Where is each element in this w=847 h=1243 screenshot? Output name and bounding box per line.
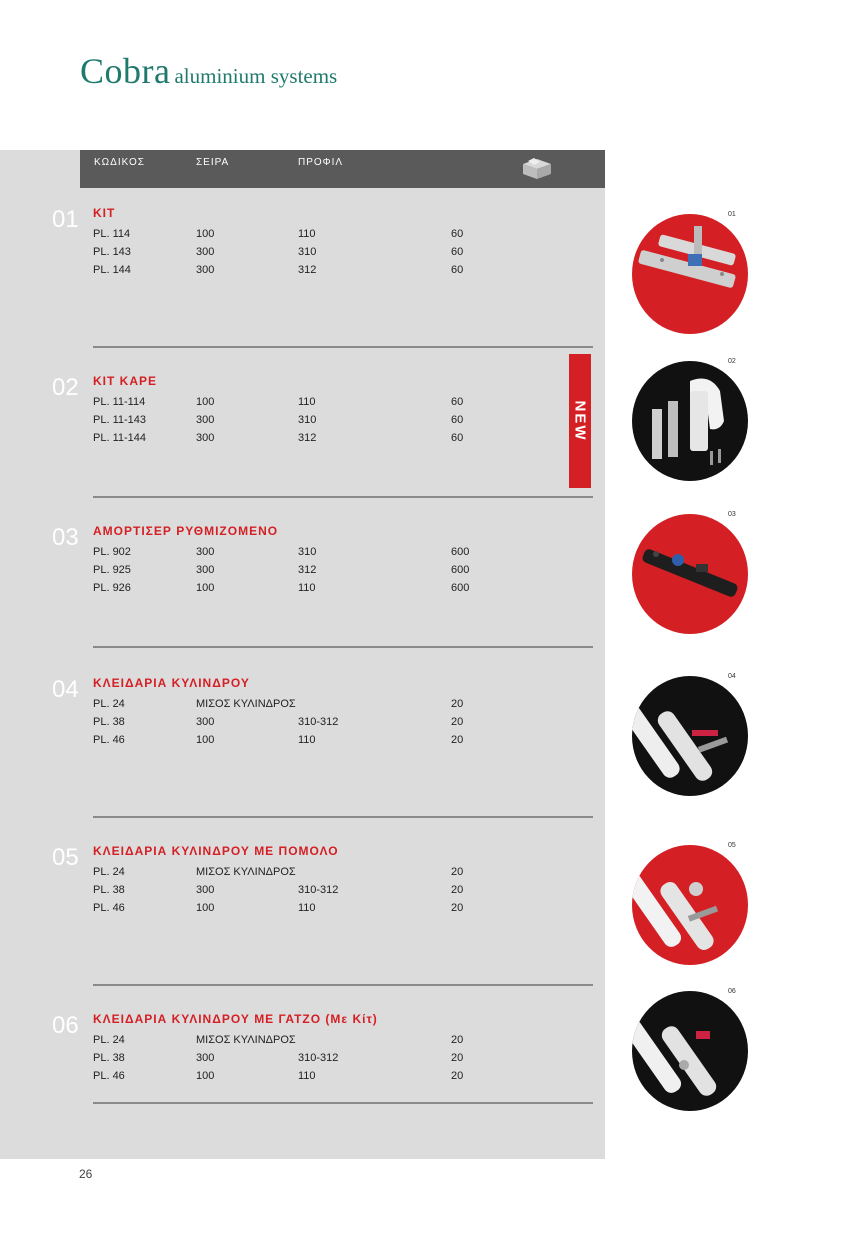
product-profile: 312 <box>298 264 317 276</box>
product-profile: 310 <box>298 246 317 258</box>
product-code: PL. 925 <box>93 564 131 576</box>
product-row <box>0 564 605 582</box>
product-series: 100 <box>196 582 215 594</box>
section-number: 03 <box>52 524 79 551</box>
product-series: 100 <box>196 1070 215 1082</box>
product-code: PL. 46 <box>93 902 125 914</box>
product-photo-circle <box>632 361 748 481</box>
product-row <box>0 246 605 264</box>
product-photo-01 <box>632 211 748 334</box>
section-title: ΚΛΕΙΔΑΡΙΑ ΚΥΛΙΝΔΡΟΥ ΜΕ ΓΑΤΖΟ (Με Κίτ) <box>93 1012 378 1026</box>
product-series: 300 <box>196 414 215 426</box>
product-photo-circle <box>632 514 748 634</box>
product-pack-qty: 20 <box>451 902 464 914</box>
product-series: 300 <box>196 884 215 896</box>
product-profile: 310-312 <box>298 1052 339 1064</box>
brand-name: Cobra <box>80 51 171 91</box>
product-profile: 110 <box>298 228 316 240</box>
product-pack-qty: 20 <box>451 866 464 878</box>
product-series: ΜΙΣΟΣ ΚΥΛΙΝΔΡΟΣ <box>196 866 296 878</box>
product-photo-02 <box>632 358 748 481</box>
product-row <box>0 884 605 902</box>
product-series: 300 <box>196 564 215 576</box>
header-series: ΣΕΙΡΑ <box>196 157 230 168</box>
section-title: ΑΜΟΡΤΙΣΕΡ ΡΥΘΜΙΖΟΜΕΝΟ <box>93 524 279 538</box>
section-number: 06 <box>52 1012 79 1039</box>
product-code: PL. 46 <box>93 734 125 746</box>
section-number: 01 <box>52 206 79 233</box>
product-code: PL. 902 <box>93 546 131 558</box>
product-series: 300 <box>196 716 215 728</box>
product-code: PL. 38 <box>93 716 125 728</box>
section-divider <box>93 984 593 986</box>
product-series: 100 <box>196 228 215 240</box>
product-photo-circle <box>632 845 748 965</box>
product-code: PL. 11-144 <box>93 432 147 444</box>
product-pack-qty: 60 <box>451 228 464 240</box>
product-row <box>0 734 605 752</box>
section-number: 05 <box>52 844 79 871</box>
product-row <box>0 698 605 716</box>
product-photo-circle <box>632 214 748 334</box>
product-series: 100 <box>196 902 215 914</box>
product-profile: 310-312 <box>298 716 339 728</box>
product-series: ΜΙΣΟΣ ΚΥΛΙΝΔΡΟΣ <box>196 698 296 710</box>
header-code: ΚΩΔΙΚΟΣ <box>94 157 145 168</box>
product-series: 100 <box>196 396 215 408</box>
product-photo-05 <box>632 842 748 965</box>
product-profile: 312 <box>298 432 317 444</box>
photo-label: 04 <box>728 673 736 680</box>
product-code: PL. 143 <box>93 246 131 258</box>
table-header <box>80 150 605 188</box>
section-title: ΚΙΤ <box>93 206 116 220</box>
product-code: PL. 38 <box>93 884 125 896</box>
section-divider <box>93 646 593 648</box>
page-number: 26 <box>79 1167 93 1181</box>
product-pack-qty: 600 <box>451 564 470 576</box>
product-row <box>0 546 605 564</box>
product-profile: 110 <box>298 582 316 594</box>
product-code: PL. 24 <box>93 1034 125 1046</box>
photo-label: 06 <box>728 988 736 995</box>
product-row <box>0 1034 605 1052</box>
product-pack-qty: 20 <box>451 716 464 728</box>
catalog-panel <box>0 150 605 1159</box>
product-series: 100 <box>196 734 215 746</box>
product-row <box>0 1070 605 1088</box>
product-row <box>0 716 605 734</box>
product-pack-qty: 20 <box>451 698 464 710</box>
section-title: ΚΛΕΙΔΑΡΙΑ ΚΥΛΙΝΔΡΟΥ <box>93 676 250 690</box>
product-code: PL. 24 <box>93 866 125 878</box>
product-row <box>0 582 605 600</box>
product-pack-qty: 600 <box>451 582 470 594</box>
product-pack-qty: 60 <box>451 246 464 258</box>
section-number: 02 <box>52 374 79 401</box>
section-divider <box>93 1102 593 1104</box>
box-icon <box>520 156 554 182</box>
product-code: PL. 46 <box>93 1070 125 1082</box>
section-title: ΚΛΕΙΔΑΡΙΑ ΚΥΛΙΝΔΡΟΥ ΜΕ ΠΟΜΟΛΟ <box>93 844 339 858</box>
product-pack-qty: 60 <box>451 396 464 408</box>
product-pack-qty: 20 <box>451 734 464 746</box>
product-code: PL. 11-114 <box>93 396 146 408</box>
product-row <box>0 414 605 432</box>
new-badge <box>569 354 591 488</box>
product-profile: 110 <box>298 396 316 408</box>
product-photo-circle <box>632 676 748 796</box>
product-code: PL. 114 <box>93 228 131 240</box>
product-pack-qty: 60 <box>451 264 464 276</box>
photo-label: 03 <box>728 511 736 518</box>
section-title: ΚΙΤ ΚΑΡΕ <box>93 374 158 388</box>
product-pack-qty: 60 <box>451 432 464 444</box>
product-pack-qty: 600 <box>451 546 470 558</box>
product-code: PL. 38 <box>93 1052 125 1064</box>
section-divider <box>93 346 593 348</box>
product-series: 300 <box>196 432 215 444</box>
product-row <box>0 264 605 282</box>
photo-label: 05 <box>728 842 736 849</box>
brand-subtitle: aluminium systems <box>174 64 338 88</box>
product-photo-06 <box>632 988 748 1111</box>
product-row <box>0 902 605 920</box>
product-pack-qty: 20 <box>451 1034 464 1046</box>
product-code: PL. 24 <box>93 698 125 710</box>
product-pack-qty: 20 <box>451 1070 464 1082</box>
product-code: PL. 144 <box>93 264 131 276</box>
product-pack-qty: 20 <box>451 1052 464 1064</box>
section-divider <box>93 496 593 498</box>
photo-label: 01 <box>728 211 736 218</box>
product-row <box>0 396 605 414</box>
section-divider <box>93 816 593 818</box>
product-profile: 110 <box>298 1070 316 1082</box>
product-row <box>0 228 605 246</box>
product-pack-qty: 60 <box>451 414 464 426</box>
product-profile: 110 <box>298 902 316 914</box>
product-photo-circle <box>632 991 748 1111</box>
product-photo-04 <box>632 673 748 796</box>
product-profile: 310 <box>298 414 317 426</box>
brand-logo <box>80 50 337 92</box>
header-profile: ΠΡΟΦΙΛ <box>298 157 344 168</box>
product-photo-03 <box>632 511 748 634</box>
product-pack-qty: 20 <box>451 884 464 896</box>
product-profile: 312 <box>298 564 317 576</box>
product-series: 300 <box>196 1052 215 1064</box>
product-code: PL. 926 <box>93 582 131 594</box>
product-series: 300 <box>196 264 215 276</box>
new-badge-label: NEW <box>571 400 589 442</box>
section-number: 04 <box>52 676 79 703</box>
product-series: 300 <box>196 246 215 258</box>
product-code: PL. 11-143 <box>93 414 147 426</box>
product-profile: 310-312 <box>298 884 339 896</box>
photo-label: 02 <box>728 358 736 365</box>
product-series: ΜΙΣΟΣ ΚΥΛΙΝΔΡΟΣ <box>196 1034 296 1046</box>
product-profile: 110 <box>298 734 316 746</box>
product-row <box>0 432 605 450</box>
product-profile: 310 <box>298 546 317 558</box>
product-row <box>0 1052 605 1070</box>
product-row <box>0 866 605 884</box>
product-series: 300 <box>196 546 215 558</box>
